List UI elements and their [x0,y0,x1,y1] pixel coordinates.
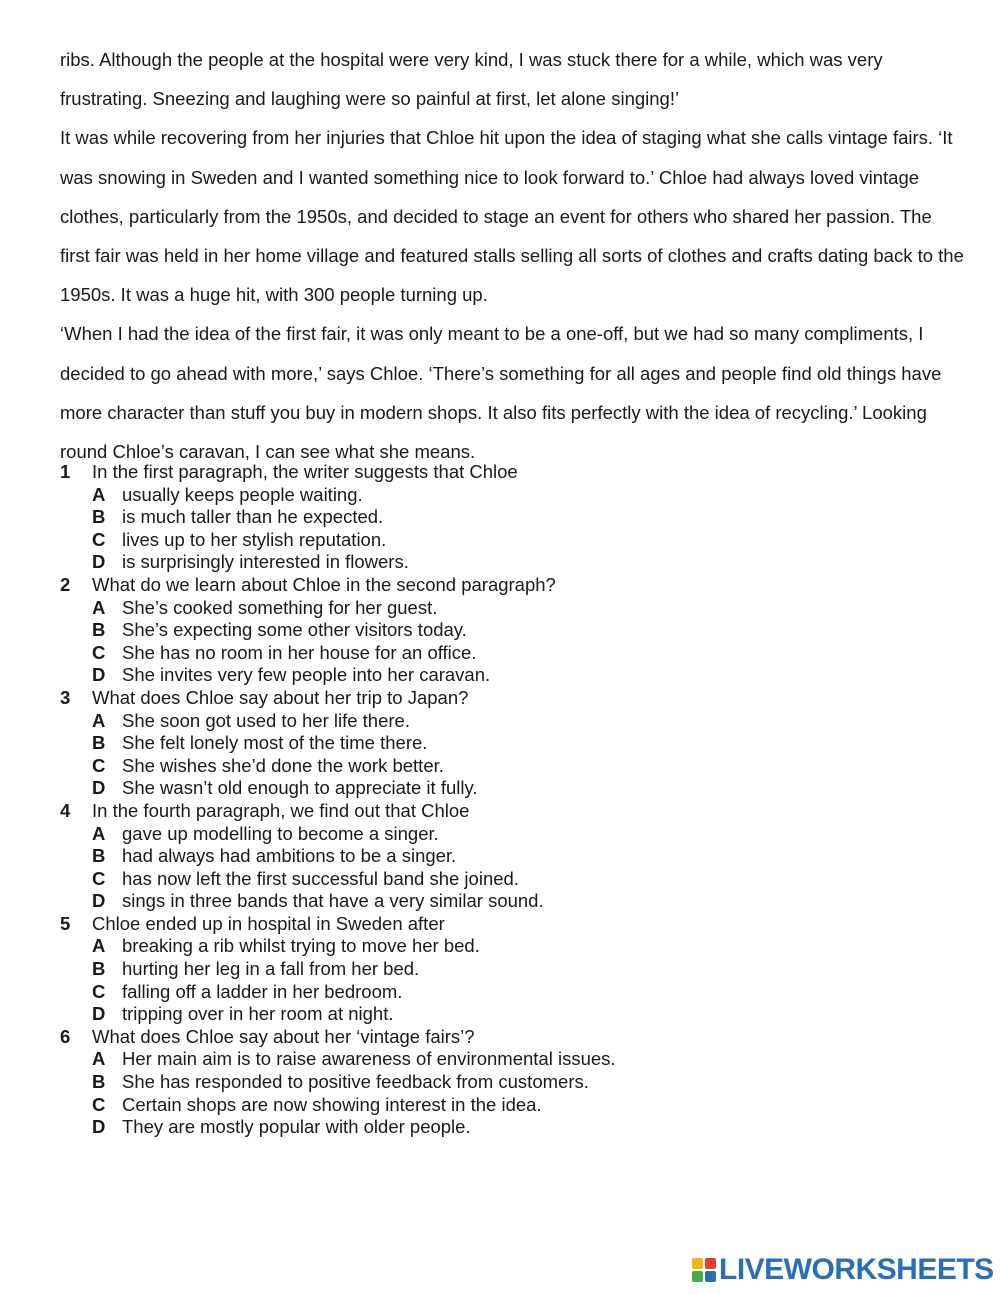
option-letter: D [92,664,106,686]
question-number: 4 [60,799,71,821]
option-text: She’s cooked something for her guest. [122,596,438,618]
option-5d[interactable] [60,1003,965,1026]
option-text: They are mostly popular with older people. [122,1116,471,1138]
option-2a[interactable] [60,597,965,620]
question-1 [60,461,965,574]
option-text: has now left the first successful band she joined. [122,867,519,889]
question-5 [60,913,965,1026]
option-text: is much taller than he expected. [122,506,384,528]
option-letter: D [92,1116,106,1138]
option-text: She’s expecting some other visitors today. [122,619,467,641]
question-text: Chloe ended up in hospital in Sweden after [92,912,445,934]
option-letter: A [92,822,106,844]
question-text: What does Chloe say about her trip to Japan? [92,686,469,708]
option-letter: B [92,732,106,754]
option-letter: C [92,528,106,550]
option-letter: A [92,1048,106,1070]
passage-paragraph: ribs. Although the people at the hospital were very kind, I was stuck there for a while, which was very frustrating. Sneezing and laughing were so painful at first, let alone singing!’ [60,49,883,110]
question-6 [60,1026,965,1139]
option-text: She soon got used to her life there. [122,709,410,731]
liveworksheets-logo-icon [692,1258,716,1282]
option-letter: B [92,506,106,528]
option-2b[interactable] [60,619,965,642]
option-1d[interactable] [60,551,965,574]
passage-paragraph: ‘When I had the idea of the first fair, it was only meant to be a one-off, but we had so many compliments, I decided to go ahead with more,’ says Chloe. ‘There’s something for all ages and people find old things have more character than stuff you buy in modern shops. It also fits perfectly with the idea of recycling.’ Looking round Chloe’s caravan, I can see what she means. [60,323,942,463]
option-text: She wasn’t old enough to appreciate it fully. [122,777,478,799]
option-3b[interactable] [60,732,965,755]
option-4d[interactable] [60,890,965,913]
question-text: What do we learn about Chloe in the second paragraph? [92,573,556,595]
option-text: breaking a rib whilst trying to move her bed. [122,935,480,957]
option-text: tripping over in her room at night. [122,1003,394,1025]
option-letter: A [92,709,106,731]
option-text: usually keeps people waiting. [122,483,363,505]
option-1c[interactable] [60,529,965,552]
option-text: She felt lonely most of the time there. [122,732,428,754]
option-text: Her main aim is to raise awareness of environmental issues. [122,1048,616,1070]
option-letter: C [92,867,106,889]
option-letter: A [92,596,106,618]
option-letter: D [92,1003,106,1025]
logo-square-green [692,1271,703,1282]
logo-square-blue [705,1271,716,1282]
logo-text: LIVEWORKSHEETS [719,1253,994,1286]
option-2d[interactable] [60,664,965,687]
option-4c[interactable] [60,868,965,891]
question-text: What does Chloe say about her ‘vintage fairs’? [92,1025,475,1047]
logo-square-yellow [692,1258,703,1269]
question-number: 5 [60,912,71,934]
option-3c[interactable] [60,755,965,778]
question-number: 2 [60,573,71,595]
option-letter: B [92,619,106,641]
question-4 [60,800,965,913]
option-text: had always had ambitions to be a singer. [122,845,457,867]
option-text: She has responded to positive feedback from customers. [122,1071,589,1093]
option-6b[interactable] [60,1071,965,1094]
option-5a[interactable] [60,935,965,958]
liveworksheets-logo[interactable] [692,1252,994,1288]
option-text: hurting her leg in a fall from her bed. [122,958,420,980]
option-letter: C [92,980,106,1002]
option-text: Certain shops are now showing interest in the idea. [122,1093,542,1115]
question-text: In the first paragraph, the writer suggests that Chloe [92,461,518,482]
question-number: 6 [60,1025,71,1047]
option-6c[interactable] [60,1094,965,1117]
option-4a[interactable] [60,823,965,846]
option-letter: C [92,1093,106,1115]
option-letter: B [92,958,106,980]
option-letter: D [92,777,106,799]
option-2c[interactable] [60,642,965,665]
option-text: She wishes she’d done the work better. [122,754,444,776]
option-6d[interactable] [60,1116,965,1139]
option-letter: A [92,935,106,957]
option-text: She has no room in her house for an office. [122,641,477,663]
option-text: sings in three bands that have a very similar sound. [122,890,544,912]
option-3a[interactable] [60,710,965,733]
logo-square-red [705,1258,716,1269]
question-number: 3 [60,686,71,708]
question-3 [60,687,965,800]
option-text: is surprisingly interested in flowers. [122,551,409,573]
option-text: She invites very few people into her caravan. [122,664,491,686]
option-letter: B [92,845,106,867]
question-list [60,461,965,1139]
option-5b[interactable] [60,958,965,981]
option-letter: C [92,641,106,663]
reading-passage [60,40,965,471]
option-letter: C [92,754,106,776]
option-letter: D [92,890,106,912]
passage-paragraph: It was while recovering from her injuries that Chloe hit upon the idea of staging what she calls vintage fairs. ‘It was snowing in Sweden and I wanted something nice to look forward to.’ Chloe had always loved vintage clothes, particularly from the 1950s, and decided to stage an event for others who shared her passion. The first fair was held in her home village and featured stalls selling all sorts of clothes and crafts dating back to the 1950s. It was a huge hit, with 300 people turning up. [60,127,964,306]
option-3d[interactable] [60,777,965,800]
option-letter: D [92,551,106,573]
option-text: lives up to her stylish reputation. [122,528,387,550]
option-text: falling off a ladder in her bedroom. [122,980,403,1002]
question-text: In the fourth paragraph, we find out that Chloe [92,799,470,821]
question-2 [60,574,965,687]
option-5c[interactable] [60,981,965,1004]
option-6a[interactable] [60,1048,965,1071]
question-number: 1 [60,461,71,482]
option-letter: A [92,483,106,505]
option-1a[interactable] [60,484,965,507]
option-letter: B [92,1071,106,1093]
option-1b[interactable] [60,506,965,529]
option-4b[interactable] [60,845,965,868]
option-text: gave up modelling to become a singer. [122,822,439,844]
